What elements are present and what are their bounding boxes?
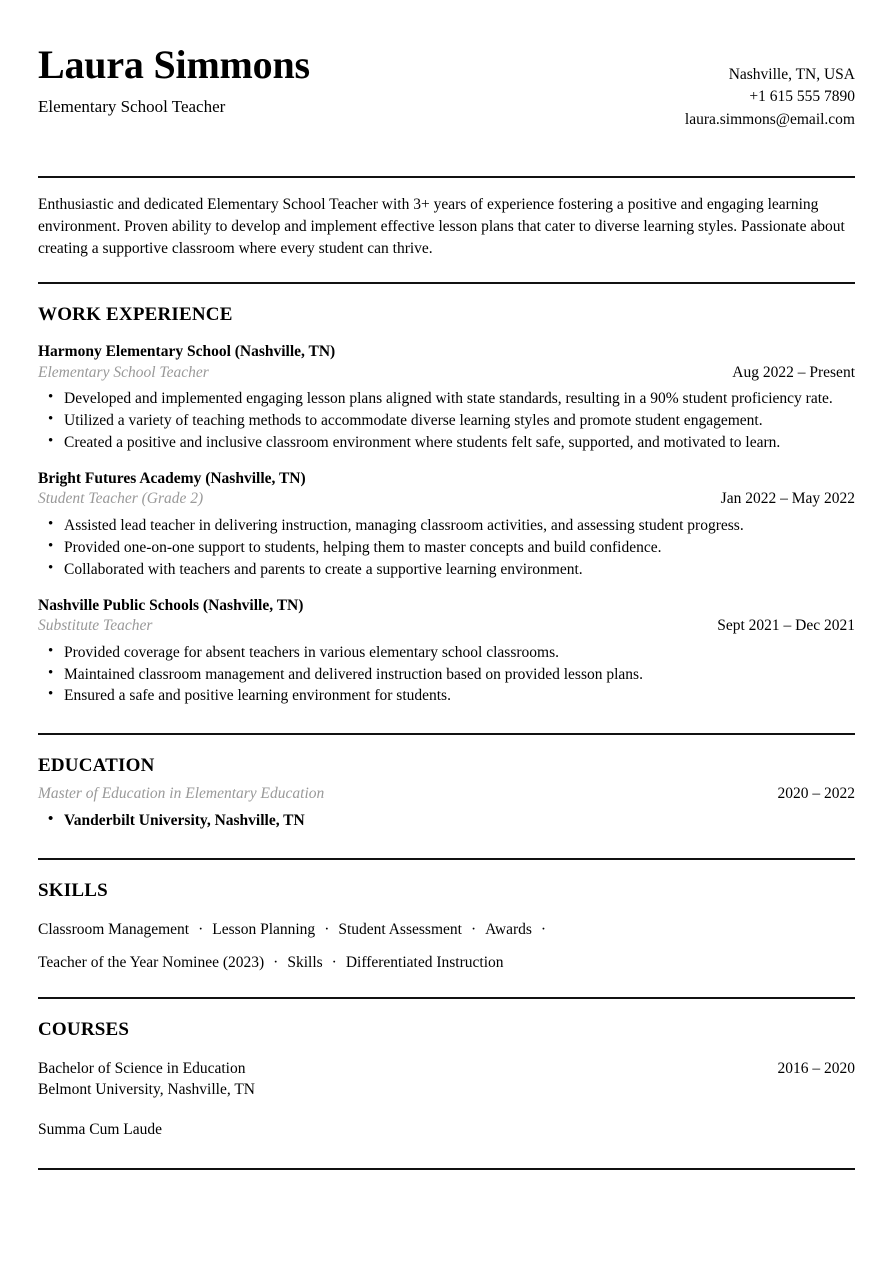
candidate-name: Laura Simmons: [38, 42, 310, 87]
skill-item: Skills: [287, 953, 323, 971]
experience-date-range: Sept 2021 – Dec 2021: [717, 617, 855, 635]
education-date-range: 2020 – 2022: [777, 785, 855, 803]
divider-summary: [38, 282, 855, 284]
contact-email[interactable]: laura.simmons@email.com: [684, 110, 855, 128]
skill-separator: ·: [540, 920, 547, 938]
experience-organization: Nashville Public Schools (Nashville, TN): [38, 597, 304, 615]
skill-separator: ·: [273, 953, 279, 971]
experience-entry: [38, 469, 855, 580]
experience-job-title: Elementary School Teacher: [38, 363, 209, 381]
skill-item: Student Assessment: [338, 920, 462, 938]
contact-phone[interactable]: +1 615 555 7890: [749, 88, 855, 106]
divider-education: [38, 858, 855, 860]
experience-bullet: • Ensured a safe and positive learning environment for students.: [38, 686, 854, 707]
experience-job-title: Substitute Teacher: [38, 617, 153, 635]
skill-separator: ·: [470, 920, 477, 938]
experience-organization: Bright Futures Academy (Nashville, TN): [38, 470, 306, 488]
divider-header: [38, 176, 855, 178]
skills-row: [38, 920, 855, 941]
experience-bullet: • Developed and implemented engaging lesson plans aligned with state standards, resulting in a 90% student proficiency rate.: [38, 389, 854, 410]
experience-bullet: • Created a positive and inclusive classroom environment where students felt safe, supported, and motivated to learn.: [38, 433, 854, 454]
experience-meta: [38, 489, 855, 510]
professional-summary: Enthusiastic and dedicated Elementary School Teacher with 3+ years of experience fostering a positive and engaging learning environment. Proven ability to develop and implement effective lesson plans that cater to diverse learning styles. Passionate about creating a supportive classroom where every student can thrive.: [38, 196, 845, 258]
course-honors: Summa Cum Laude: [38, 1121, 162, 1139]
experience-date-range: Jan 2022 – May 2022: [720, 490, 855, 508]
skills-row: [38, 953, 855, 974]
experience-bullet: • Assisted lead teacher in delivering instruction, managing classroom activities, and assessing student progress.: [38, 516, 854, 537]
section-title-work-experience: WORK EXPERIENCE: [38, 304, 233, 326]
course-name: Bachelor of Science in Education: [38, 1060, 246, 1078]
experience-bullet-list: [38, 643, 855, 707]
education-bullet-list: [38, 811, 855, 832]
education-bullet: • Vanderbilt University, Nashville, TN: [38, 811, 854, 832]
education-meta: [38, 784, 855, 805]
experience-entry: [38, 342, 855, 453]
header-identity: [38, 44, 310, 118]
section-title-education: EDUCATION: [38, 755, 155, 777]
section-title-skills: SKILLS: [38, 879, 108, 901]
skill-item: Awards: [485, 920, 532, 938]
experience-bullet-list: [38, 389, 855, 453]
experience-bullet: • Provided coverage for absent teachers in various elementary school classrooms.: [38, 643, 854, 664]
skills-list: [38, 920, 855, 974]
skill-item: Lesson Planning: [212, 920, 316, 938]
divider-work-experience: [38, 733, 855, 735]
candidate-role: Elementary School Teacher: [38, 97, 226, 116]
contact-info: [685, 44, 855, 131]
course-school: Belmont University, Nashville, TN: [38, 1080, 255, 1098]
experience-organization: Harmony Elementary School (Nashville, TN): [38, 343, 336, 361]
skill-separator: ·: [198, 920, 204, 938]
experience-bullet: • Provided one-on-one support to students, helping them to master concepts and build confidence.: [38, 538, 854, 559]
skill-item: Classroom Management: [38, 920, 190, 938]
resume-header: [38, 0, 855, 131]
course-date-range: 2016 – 2020: [777, 1060, 855, 1078]
skill-separator: ·: [324, 920, 330, 938]
experience-entry: [38, 596, 855, 707]
experience-bullet: • Maintained classroom management and delivered instruction based on provided lesson plans.: [38, 665, 854, 686]
experience-meta: [38, 616, 855, 637]
course-entry: [38, 1059, 855, 1140]
course-meta: [38, 1059, 855, 1079]
experience-date-range: Aug 2022 – Present: [732, 363, 855, 381]
experience-bullet: • Collaborated with teachers and parents to create a supportive learning environment.: [38, 560, 854, 581]
section-title-courses: COURSES: [38, 1019, 130, 1041]
contact-location: Nashville, TN, USA: [728, 66, 855, 83]
divider-skills: [38, 997, 855, 999]
skill-separator: ·: [331, 953, 337, 971]
experience-job-title: Student Teacher (Grade 2): [38, 490, 204, 508]
experience-bullet: • Utilized a variety of teaching methods to accommodate diverse learning styles and promote student engagement.: [38, 411, 854, 432]
experience-bullet-list: [38, 516, 855, 580]
skill-item: Differentiated Instruction: [345, 953, 504, 971]
skill-item: Teacher of the Year Nominee (2023): [38, 953, 265, 971]
divider-bottom: [38, 1168, 855, 1170]
education-degree: Master of Education in Elementary Education: [38, 785, 325, 803]
experience-meta: [38, 363, 855, 384]
